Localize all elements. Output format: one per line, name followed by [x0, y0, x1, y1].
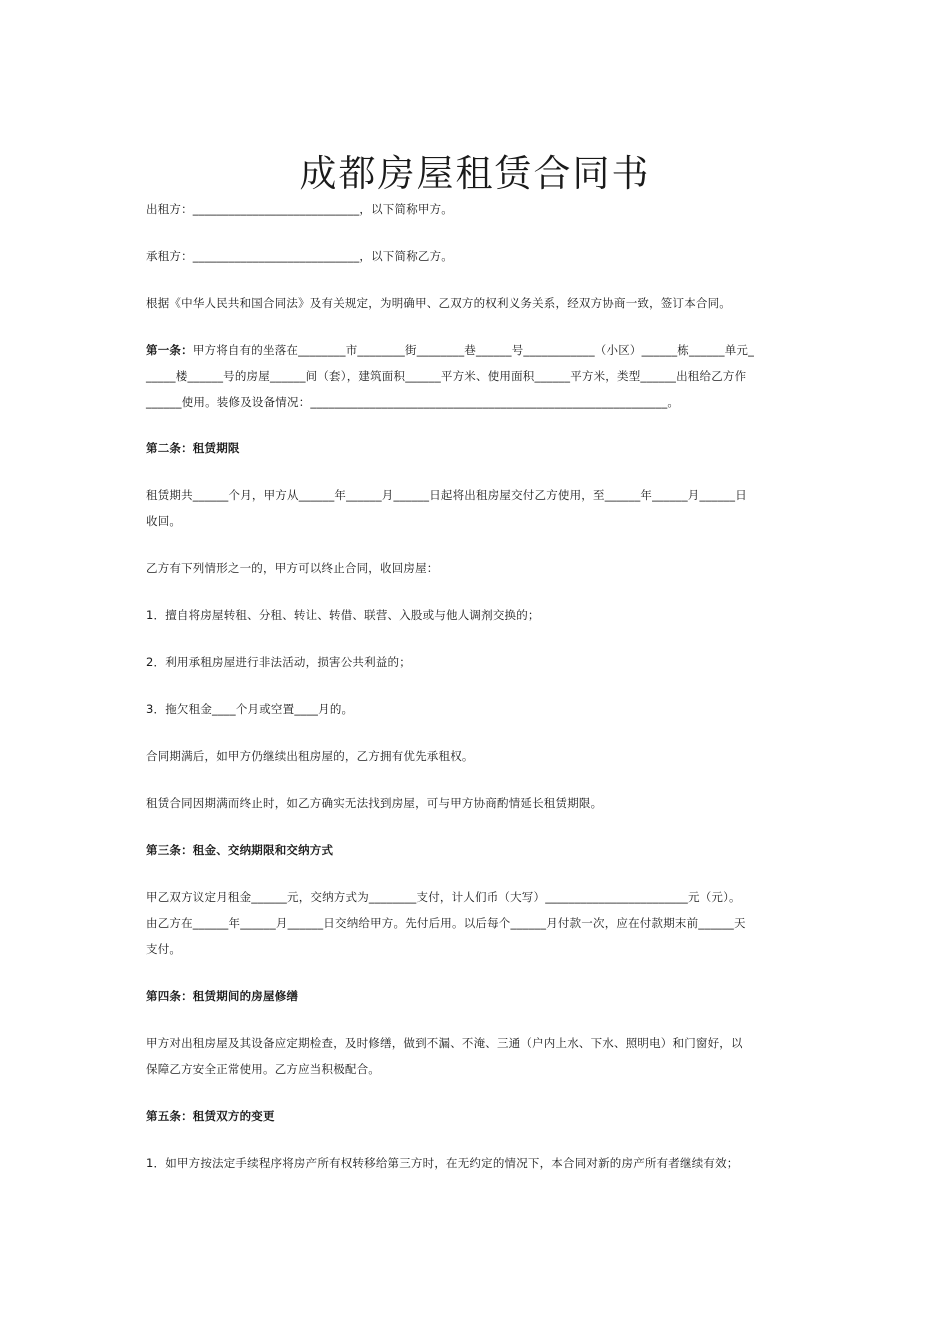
article2-priority: 合同期满后，如甲方仍继续出租房屋的，乙方拥有优先承租权。 [146, 749, 474, 763]
article1-text: 甲方将自有的坐落在________市________街________巷______号____________（小区）______栋______单元_ [192, 343, 755, 357]
article3-line1: 甲乙双方议定月租金______元，交纳方式为________支付，计人们币（大写）________________________元（元）。 [146, 890, 741, 904]
article4-line2: 保障乙方安全正常使用。乙方应当积极配合。 [146, 1062, 380, 1076]
article5-heading: 第五条：租赁双方的变更 [146, 1109, 275, 1123]
article2-item2: 2．利用承租房屋进行非法活动，损害公共利益的； [146, 655, 411, 669]
article4-line1: 甲方对出租房屋及其设备应定期检查，及时修缮，做到不漏、不淹、三通（户内上水、下水、照明电）和门窗好，以 [146, 1036, 743, 1050]
article2-heading: 第二条：租赁期限 [146, 441, 240, 455]
preamble: 根据《中华人民共和国合同法》及有关规定，为明确甲、乙双方的权利义务关系，经双方协商一致，签订本合同。 [146, 296, 731, 310]
lessee-line: 承租方：____________________________，以下简称乙方。 [146, 249, 453, 263]
article3-line3: 支付。 [146, 942, 182, 956]
article4-heading: 第四条：租赁期间的房屋修缮 [146, 989, 299, 1003]
article1-line2: _____楼______号的房屋______间（套），建筑面积______平方米、使用面积______平方米，类型______出租给乙方作 [146, 369, 747, 383]
article2-term-line1: 租赁期共______个月，甲方从______年______月______日起将出租房屋交付乙方使用，至______年______月______日 [146, 488, 747, 502]
lessor-line: 出租方：____________________________，以下简称甲方。 [146, 202, 453, 216]
article2-extend: 租赁合同因期满而终止时，如乙方确实无法找到房屋，可与甲方协商酌情延长租赁期限。 [146, 796, 603, 810]
article2-terminate-intro: 乙方有下列情形之一的，甲方可以终止合同，收回房屋： [146, 561, 439, 575]
contract-title: 成都房屋租赁合同书 [299, 151, 651, 195]
article3-heading: 第三条：租金、交纳期限和交纳方式 [146, 843, 334, 857]
article3-line2: 由乙方在______年______月______日交纳给甲方。先付后用。以后每个______月付款一次，应在付款期末前______天 [146, 916, 746, 930]
article1-line1 [146, 337, 806, 363]
article1-line3: ______使用。装修及设备情况：____________________________________________________________。 [146, 395, 680, 409]
article5-item1: 1．如甲方按法定手续程序将房产所有权转移给第三方时，在无约定的情况下，本合同对新的房产所有者继续有效； [146, 1156, 739, 1170]
article2-term-line2: 收回。 [146, 514, 182, 528]
article2-item3: 3．拖欠租金____个月或空置____月的。 [146, 702, 354, 716]
article2-item1: 1．擅自将房屋转租、分租、转让、转借、联营、入股或与他人调剂交换的； [146, 608, 540, 622]
article1-label: 第一条： [146, 343, 193, 357]
